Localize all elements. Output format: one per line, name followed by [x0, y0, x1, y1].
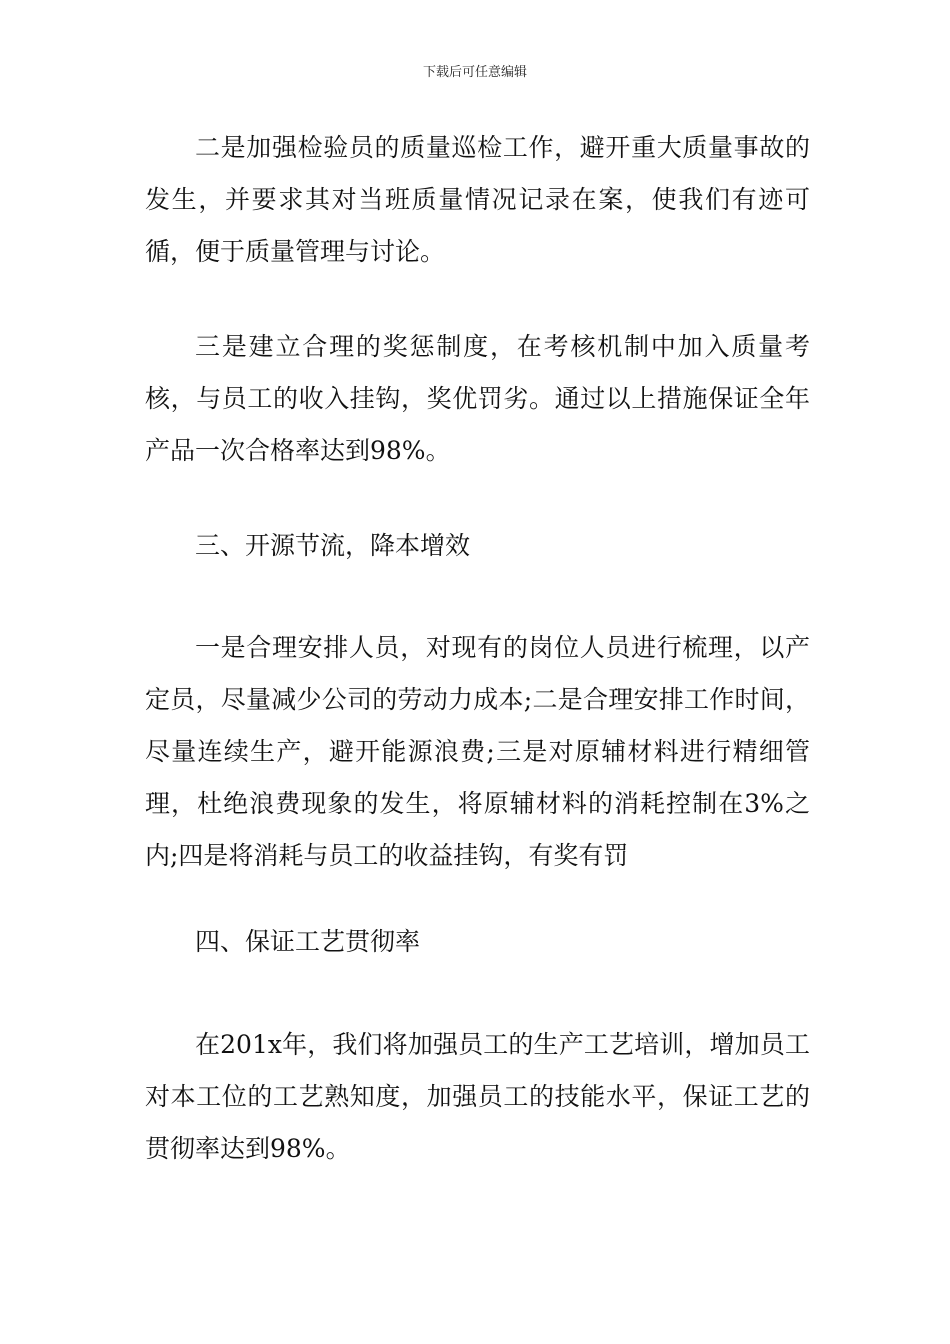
paragraph-staffing-materials: 一是合理安排人员，对现有的岗位人员进行梳理，以产定员，尽量减少公司的劳动力成本;二是合理安排工作时间，尽量连续生产，避开能源浪费;三是对原辅材料进行精细管理，杜绝浪费现象的发生，将原辅材料的消耗控制在3%之内;四是将消耗与员工的收益挂钩，有奖有罚 [145, 633, 810, 870]
paragraph-process-training: 在201x年，我们将加强员工的生产工艺培训，增加员工对本工位的工艺熟知度，加强员工的技能水平，保证工艺的贯彻率达到98%。 [145, 1030, 810, 1163]
page-header-note: 下载后可任意编辑 [422, 65, 527, 80]
paragraph-reward-punishment: 三是建立合理的奖惩制度，在考核机制中加入质量考核，与员工的收入挂钩，奖优罚劣。通过以上措施保证全年产品一次合格率达到98%。 [145, 332, 810, 465]
section-heading-process-compliance: 四、保证工艺贯彻率 [195, 927, 421, 956]
section-heading-cost-reduction: 三、开源节流，降本增效 [195, 531, 471, 560]
paragraph-quality-inspection: 二是加强检验员的质量巡检工作，避开重大质量事故的发生，并要求其对当班质量情况记录在案，使我们有迹可循，便于质量管理与讨论。 [145, 133, 810, 266]
